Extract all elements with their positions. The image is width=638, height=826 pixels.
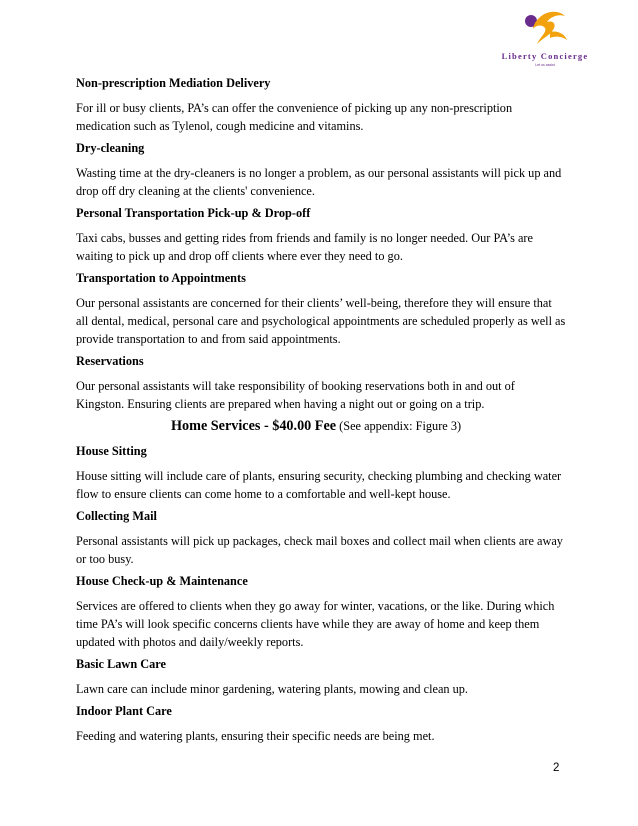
section-non-prescription-delivery [76, 76, 566, 135]
section-heading: Collecting Mail [76, 509, 157, 523]
section-heading: Non-prescription Mediation Delivery [76, 76, 271, 90]
section-heading: House Sitting [76, 444, 147, 458]
section-collecting-mail [76, 509, 566, 568]
service-category-title [76, 419, 566, 434]
section-heading: Personal Transportation Pick-up & Drop-off [76, 206, 311, 220]
section-heading: Transportation to Appointments [76, 271, 246, 285]
section-basic-lawn-care [76, 657, 566, 698]
logo-tagline: Let us assist [535, 63, 555, 67]
section-body: Our personal assistants will take responsibility of booking reservations both in and out of Kingston. Ensuring clients are prepared when having a night out or going on a trip. [76, 379, 515, 411]
section-reservations [76, 354, 566, 413]
section-body: Services are offered to clients when they go away for winter, vacations, or the like. During which time PA’s will look specific concerns clients have while they are away of home and keep them updated with photos and daily/weekly reports. [76, 599, 555, 649]
company-logo [495, 8, 595, 70]
section-house-sitting [76, 444, 566, 503]
page-number: 2 [553, 762, 560, 774]
section-heading: Dry-cleaning [76, 141, 145, 155]
section-heading: Basic Lawn Care [76, 657, 166, 671]
section-personal-transportation [76, 206, 566, 265]
section-body: House sitting will include care of plants, ensuring security, checking plumbing and checking water flow to ensure clients can come home to a comfortable and well-kept house. [76, 469, 562, 501]
section-transportation-appointments [76, 271, 566, 348]
section-dry-cleaning [76, 141, 566, 200]
section-heading: Reservations [76, 354, 144, 368]
logo-figure-icon [495, 8, 595, 53]
section-house-checkup [76, 574, 566, 651]
section-body: Our personal assistants are concerned for their clients’ well-being, therefore they will ensure that all dental, medical, personal care and psychological appointments are scheduled properly as well as provide transportation to and from said appointments. [76, 296, 566, 346]
section-indoor-plant-care [76, 704, 566, 745]
section-heading: House Check-up & Maintenance [76, 574, 248, 588]
section-heading: Indoor Plant Care [76, 704, 172, 718]
section-body: Feeding and watering plants, ensuring their specific needs are being met. [76, 729, 435, 743]
document-body [76, 76, 566, 751]
service-title-main: Home Services - $40.00 Fee [171, 418, 337, 434]
section-body: Lawn care can include minor gardening, watering plants, mowing and clean up. [76, 682, 468, 696]
service-title-appendix-note: (See appendix: Figure 3) [336, 419, 462, 433]
logo-name: Liberty Concierge [501, 51, 589, 61]
section-body: For ill or busy clients, PA’s can offer the convenience of picking up any non-prescription medication such as Tylenol, cough medicine and vitamins. [76, 101, 513, 133]
section-body: Personal assistants will pick up packages, check mail boxes and collect mail when clients are away or too busy. [76, 534, 563, 566]
section-body: Wasting time at the dry-cleaners is no longer a problem, as our personal assistants will pick up and drop off dry cleaning at the clients' convenience. [76, 166, 562, 198]
section-body: Taxi cabs, busses and getting rides from friends and family is no longer needed. Our PA’s are waiting to pick up and drop off clients where ever they need to go. [76, 231, 533, 263]
